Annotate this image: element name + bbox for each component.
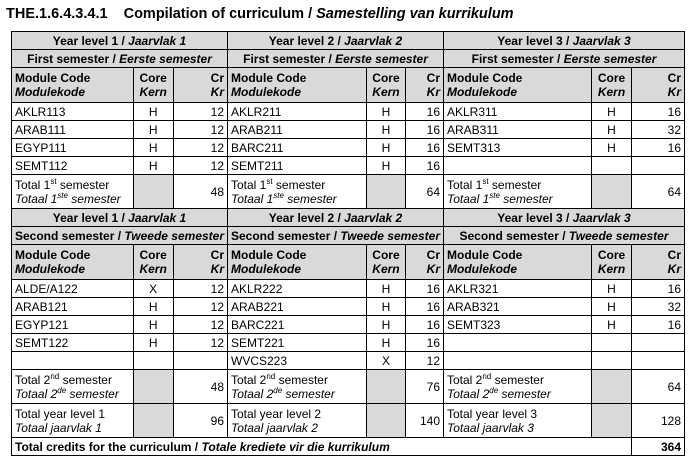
module-code-header [444,68,592,103]
core-header-af: Kern [139,262,167,276]
core-header-af: Kern [372,262,400,276]
credits: 16 [405,121,443,139]
core-header-af: Kern [139,85,167,99]
module-code: AKLR222 [228,280,367,298]
semester-total-en: Total 1st semester [447,176,542,192]
semester-label-af: Tweede semester [124,228,224,243]
semester-total-af: Totaal 2de semester [231,385,335,401]
section-title-af: Samestelling van kurrikulum [316,6,514,22]
semester-total-label [444,175,592,209]
credits-header-en: Cr [210,248,224,262]
year-total-af: Totaal jaarvlak 3 [447,420,534,435]
credits-header-af: Kr [210,262,224,276]
core-header-en: Core [597,248,626,262]
module-code: AKLR113 [12,103,134,121]
credits: 12 [173,298,227,316]
semester-total-label [444,370,592,404]
module-code: SEMT313 [444,139,592,157]
semester-header [228,227,444,245]
semester-total-row [12,370,685,404]
year-header-af: Jaarvlak 1 [128,33,187,48]
semester-total-core [133,175,173,209]
year-total-core [367,404,405,438]
module-code: ARAB211 [228,121,367,139]
credits-header [173,245,227,280]
credits [632,334,685,352]
core-header [367,68,405,103]
semester-label-en: First semester / [243,51,336,66]
credits: 32 [632,298,685,316]
credits: 16 [632,316,685,334]
module-code: SEMT112 [12,157,134,175]
module-code-header-en: Module Code [447,71,523,85]
semester-total-en: Total 1st semester [15,176,110,192]
credits-header-af: Kr [426,85,440,99]
semester-label-af: Eerste semester [119,51,212,66]
core-flag: H [592,103,632,121]
year-total-en: Total year level 2 [231,406,322,421]
semester-label-af: Eerste semester [563,51,657,66]
credits: 16 [405,316,443,334]
year-header-3 [444,209,685,227]
module-code: ARAB221 [228,298,367,316]
core-header-af: Kern [597,85,626,99]
core-header-en: Core [372,248,400,262]
credits-header [405,68,443,103]
module-code-header-en: Module Code [15,71,91,85]
credits: 12 [173,280,227,298]
year-header-en: Year level 3 / [497,210,573,225]
semester-total-value: 64 [632,175,685,209]
table-row [12,103,685,121]
semester-header [444,50,685,68]
section-title-en: Compilation of curriculum / [123,6,317,22]
credits-header-af: Kr [667,262,681,276]
column-header-row [12,68,685,103]
year-header-en: Year level 3 / [497,33,573,48]
semester-total-label [12,370,134,404]
core-flag: H [367,103,405,121]
module-code-header [444,245,592,280]
core-header [367,245,405,280]
core-flag: H [133,298,173,316]
credits: 12 [405,352,443,370]
core-flag: H [592,121,632,139]
credits: 12 [173,157,227,175]
semester-header [12,50,228,68]
table-row [12,352,685,370]
year-header-en: Year level 2 / [268,210,345,225]
credits: 16 [405,298,443,316]
module-code [444,157,592,175]
credits-header-en: Cr [667,248,681,262]
year-header-en: Year level 1 / [52,33,129,48]
semester-label-en: First semester / [471,51,564,66]
core-flag [592,352,632,370]
year-header-af: Jaarvlak 2 [344,33,403,48]
module-code: AKLR311 [444,103,592,121]
core-flag: H [367,121,405,139]
section-heading [6,6,514,22]
core-header-af: Kern [372,85,400,99]
core-flag: H [133,139,173,157]
table-row [12,139,685,157]
credits-header [632,68,685,103]
core-flag: H [592,139,632,157]
semester-total-label [228,175,367,209]
module-code: SEMT221 [228,334,367,352]
module-code-header [12,68,134,103]
credits: 16 [405,334,443,352]
table-row [12,280,685,298]
credits: 16 [405,157,443,175]
semester-total-row [12,175,685,209]
core-flag: H [367,139,405,157]
semester-header [12,227,228,245]
core-header [592,68,632,103]
year-total-core [592,404,632,438]
core-header-en: Core [139,71,167,85]
module-code: EGYP111 [12,139,134,157]
year-total-value: 96 [173,404,227,438]
core-flag: H [367,280,405,298]
year-header-en: Year level 1 / [52,210,129,225]
module-code-header-en: Module Code [231,248,307,262]
core-header [133,68,173,103]
credits-header [405,245,443,280]
credits: 16 [632,280,685,298]
year-total-value: 128 [632,404,685,438]
credits-header [632,245,685,280]
semester-total-en: Total 2nd semester [231,371,328,387]
semester-total-core [592,370,632,404]
module-code: BARC211 [228,139,367,157]
credits-header-en: Cr [667,71,681,85]
year-header-2 [228,209,444,227]
module-code: ALDE/A122 [12,280,134,298]
core-header-en: Core [372,71,400,85]
year-header-af: Jaarvlak 2 [344,210,403,225]
module-code: ARAB111 [12,121,134,139]
module-code [444,334,592,352]
semester-label-en: First semester / [27,51,120,66]
core-flag: H [592,316,632,334]
credits-header-af: Kr [667,85,681,99]
semester-total-value: 76 [405,370,443,404]
core-header-en: Core [597,71,626,85]
semester-total-core [367,370,405,404]
year-header-3 [444,32,685,50]
year-header-1 [12,32,228,50]
core-flag: X [133,280,173,298]
year-header-2 [228,32,444,50]
core-flag: X [367,352,405,370]
year-total-row [12,404,685,438]
semester-total-core [133,370,173,404]
module-code: BARC221 [228,316,367,334]
table-row [12,334,685,352]
core-flag [592,334,632,352]
semester-label-af: Eerste semester [335,51,428,66]
core-flag: H [592,298,632,316]
semester-label-en: Second semester / [459,228,569,243]
grand-total-en: Total credits for the curriculum / [15,439,202,454]
year-header-row [12,32,685,50]
module-code-header-af: Modulekode [231,262,302,276]
semester-total-label [228,370,367,404]
semester-label-en: Second semester / [15,228,125,243]
module-code-header-af: Modulekode [447,262,518,276]
year-total-af: Totaal jaarvlak 1 [15,420,102,435]
table-row [12,121,685,139]
core-header [592,245,632,280]
core-flag: H [367,334,405,352]
core-header-en: Core [139,248,167,262]
core-flag: H [133,334,173,352]
module-code: AKLR211 [228,103,367,121]
semester-total-af: Totaal 1ste semester [15,190,121,206]
credits: 16 [405,280,443,298]
credits: 12 [173,316,227,334]
table-row [12,316,685,334]
year-header-row [12,209,685,227]
semester-total-af: Totaal 1ste semester [447,190,553,206]
semester-total-core [367,175,405,209]
core-flag: H [367,157,405,175]
table-row [12,157,685,175]
grand-total-label [12,438,632,456]
core-header-af: Kern [597,262,626,276]
module-code-header [12,245,134,280]
year-header-1 [12,209,228,227]
grand-total-row [12,438,685,456]
module-code: SEMT122 [12,334,134,352]
semester-header-row [12,50,685,68]
semester-total-value: 48 [173,370,227,404]
module-code-header [228,68,367,103]
module-code: ARAB311 [444,121,592,139]
semester-total-value: 64 [632,370,685,404]
year-header-en: Year level 2 / [268,33,345,48]
column-header-row [12,245,685,280]
year-total-value: 140 [405,404,443,438]
module-code [444,352,592,370]
year-total-core [133,404,173,438]
semester-total-af: Totaal 2de semester [15,385,119,401]
credits: 12 [173,121,227,139]
module-code-header-af: Modulekode [15,85,86,99]
semester-total-label [12,175,134,209]
core-flag [133,352,173,370]
credits: 12 [173,139,227,157]
grand-total-value: 364 [632,438,685,456]
core-flag: H [367,316,405,334]
semester-total-en: Total 2nd semester [15,371,112,387]
year-total-label [12,404,134,438]
grand-total-af: Totale krediete vir die kurrikulum [201,439,390,454]
module-code: WVCS223 [228,352,367,370]
module-code: ARAB321 [444,298,592,316]
credits-header [173,68,227,103]
semester-total-core [592,175,632,209]
semester-label-en: Second semester / [231,228,341,243]
curriculum-table [11,31,685,456]
semester-total-value: 48 [173,175,227,209]
credits-header-en: Cr [426,71,440,85]
semester-header [444,227,685,245]
module-code-header-af: Modulekode [15,262,86,276]
semester-header [228,50,444,68]
module-code-header [228,245,367,280]
credits [632,157,685,175]
semester-label-af: Tweede semester [568,228,669,243]
module-code-header-af: Modulekode [447,85,518,99]
module-code: SEMT211 [228,157,367,175]
semester-total-af: Totaal 1ste semester [231,190,337,206]
year-total-label [444,404,592,438]
year-total-en: Total year level 3 [447,406,538,421]
year-total-label [228,404,367,438]
credits: 16 [632,139,685,157]
module-code: SEMT323 [444,316,592,334]
semester-label-af: Tweede semester [340,228,440,243]
credits-header-af: Kr [210,85,224,99]
core-flag [592,157,632,175]
credits [173,352,227,370]
year-header-af: Jaarvlak 1 [128,210,187,225]
credits: 16 [405,103,443,121]
core-flag: H [592,280,632,298]
table-row [12,298,685,316]
module-code-header-en: Module Code [231,71,307,85]
core-flag: H [367,298,405,316]
module-code-header-af: Modulekode [231,85,302,99]
credits-header-en: Cr [426,248,440,262]
credits: 12 [173,334,227,352]
section-number: THE.1.6.4.3.4.1 [6,6,108,22]
credits: 16 [405,139,443,157]
semester-total-en: Total 1st semester [231,176,326,192]
credits: 12 [173,103,227,121]
module-code: AKLR321 [444,280,592,298]
core-header [133,245,173,280]
module-code-header-en: Module Code [15,248,91,262]
credits: 32 [632,121,685,139]
module-code: EGYP121 [12,316,134,334]
credits-header-en: Cr [210,71,224,85]
module-code-header-en: Module Code [447,248,523,262]
module-code: ARAB121 [12,298,134,316]
semester-header-row [12,227,685,245]
year-total-af: Totaal jaarvlak 2 [231,420,318,435]
year-header-af: Jaarvlak 3 [572,210,631,225]
core-flag: H [133,103,173,121]
semester-total-value: 64 [405,175,443,209]
year-header-af: Jaarvlak 3 [572,33,631,48]
credits: 16 [632,103,685,121]
module-code [12,352,134,370]
core-flag: H [133,121,173,139]
semester-total-en: Total 2nd semester [447,371,544,387]
core-flag: H [133,157,173,175]
credits [632,352,685,370]
year-total-en: Total year level 1 [15,406,106,421]
semester-total-af: Totaal 2de semester [447,385,551,401]
core-flag: H [133,316,173,334]
credits-header-af: Kr [426,262,440,276]
